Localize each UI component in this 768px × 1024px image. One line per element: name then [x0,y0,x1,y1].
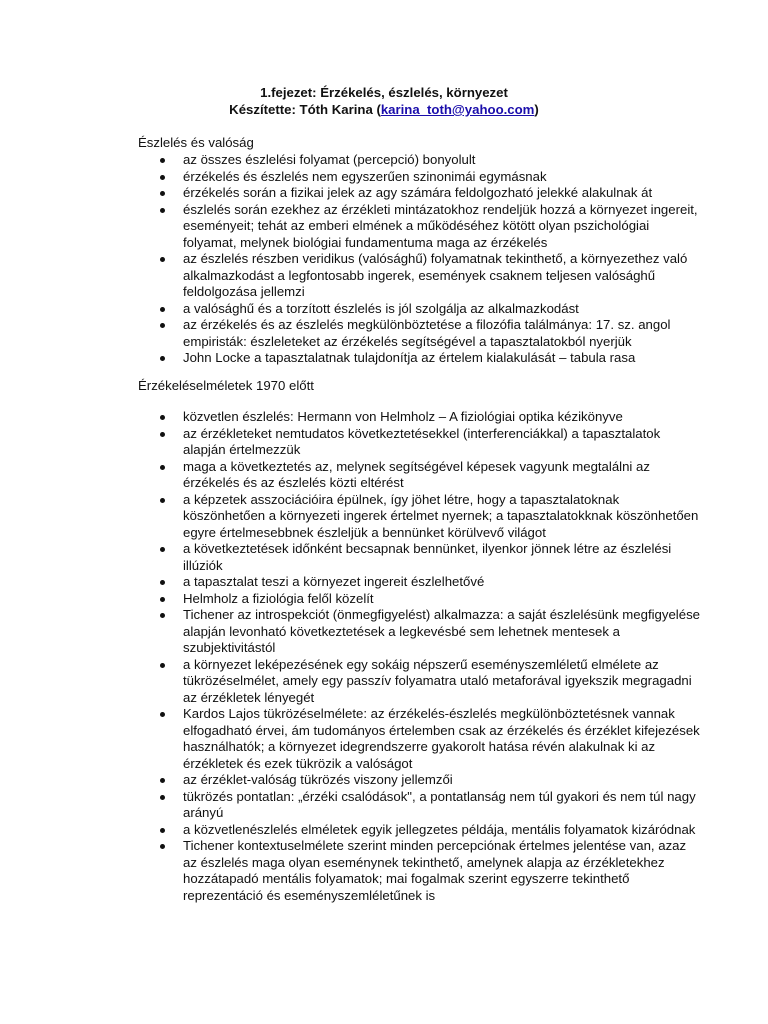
list-item: Tichener kontextuselmélete szerint minden percepciónak értelmes jelentése van, azaz az észlelés maga olyan eseménynek tekinthető, amelynek alapja az érzékletekhez hozzátapadó mentális folyamatok; mai fogalmak szerint egyszerre tekinthető reprezentáció és eseményszemléletűnek is [160,838,700,904]
list-item: a következtetések időnként becsapnak bennünket, ilyenkor jönnek létre az észlelési illúziók [160,541,700,574]
list-item: az érzéklet-valóság tükrözés viszony jellemzői [160,772,700,789]
list-item: tükrözés pontatlan: „érzéki csalódások", a pontatlanság nem túl gyakori és nem túl nagy arányú [160,789,700,822]
list-item: az érzékleteket nemtudatos következtetésekkel (interferenciákkal) a tapasztalatok alapján értelmezzük [160,426,700,459]
list-item: Tichener az introspekciót (önmegfigyelést) alkalmazza: a saját észlelésünk megfigyelése alapján levonható következtetések a legkevésbé sem lehetnek mentesek a szubjektivitástól [160,607,700,657]
author-suffix: ) [534,102,539,117]
list-item: a közvetlenészlelés elméletek egyik jellegzetes példája, mentális folyamatok kizáródnak [160,822,700,839]
list-item: John Locke a tapasztalatnak tulajdonítja az értelem kialakulását – tabula rasa [160,350,700,367]
author-email-link[interactable]: karina_toth@yahoo.com [380,102,535,117]
list-item: Kardos Lajos tükrözéselmélete: az érzékelés-észlelés megkülönböztetésnek vannak elfogadható érvei, ám tudományos értelemben csak az érzékelés és érzéklet kifejezések használhatók; a környezet idegrendszerre gyakorolt hatása révén alakulnak ki az érzékletek és ezek tükrözik a valóságot [160,706,700,772]
list-item: érzékelés és észlelés nem egyszerűen szinonimái egymásnak [160,169,700,186]
list-item: a képzetek asszociációira épülnek, így jöhet létre, hogy a tapasztalatoknak köszönhetően a környezeti ingerek értelmet nyernek; a tapasztalatokknak köszönhetően egyre értelmesebbnek észleljük a bennünket körülvevő világot [160,492,700,542]
list-item: az érzékelés és az észlelés megkülönböztetése a filozófia találmánya: 17. sz. angol empiristák: észleleteket az érzékelés segítségével a tapasztalatokból nyerjük [160,317,700,350]
chapter-title: 1.fejezet: Érzékelés, észlelés, környezet [260,85,508,100]
list-item: az összes észlelési folyamat (percepció) bonyolult [160,152,700,169]
author-line [0,101,768,118]
list-item: a valósághű és a torzított észlelés is jól szolgálja az alkalmazkodást [160,301,700,318]
list-item: Helmholz a fiziológia felől közelít [160,591,700,608]
bullet-list-perception-reality [160,152,700,367]
author-prefix: Készítette: Tóth Karina ( [229,102,381,117]
list-item: az észlelés részben veridikus (valósághű) folyamatnak tekinthető, a környezethez való alkalmazkodást a legfontosabb ingerek, események csaknem teljesen valósághű feldolgozása jellemzi [160,251,700,301]
list-item: közvetlen észlelés: Hermann von Helmholz – A fiziológiai optika kézikönyve [160,409,700,426]
list-item: érzékelés során a fizikai jelek az agy számára feldolgozható jelekké alakulnak át [160,185,700,202]
list-item: a környezet leképezésének egy sokáig népszerű eseményszemléletű elmélete az tükrözéselmélet, amely egy passzív folyamatra utaló metaforával igyekszik megragadni az érzékletek lényegét [160,657,700,707]
list-item: maga a következtetés az, melynek segítségével képesek vagyunk megtalálni az érzékelés és az észlelés közti eltérést [160,459,700,492]
list-item: a tapasztalat teszi a környezet ingereit észlelhetővé [160,574,700,591]
section-title-perception-reality: Észlelés és valóság [138,135,254,150]
bullet-list-theories-before-1970 [160,409,700,904]
list-item: észlelés során ezekhez az érzékleti mintázatokhoz rendeljük hozzá a környezet ingereit, eseményeit; tehát az emberi elmének a működéséhez kötött olyan pszichológiai folyamat, melynek biológiai fundamentuma maga az érzékelés [160,202,700,252]
section-title-theories-before-1970: Érzékeléselméletek 1970 előtt [138,378,314,393]
document-header [0,84,768,118]
